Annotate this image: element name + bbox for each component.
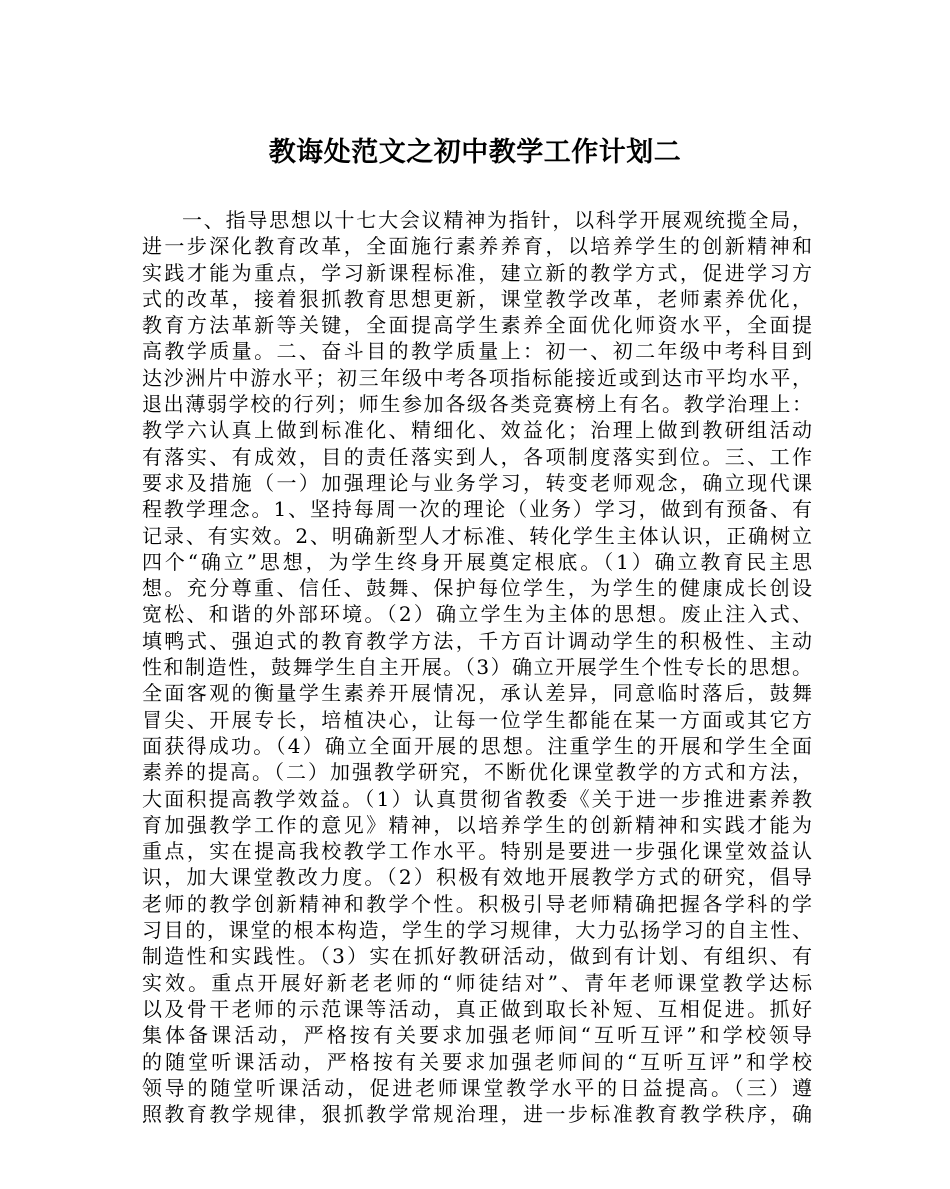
paragraph-line: 制造性和实践性。（3）实在抓好教研活动，做到有计划、有组织、有 xyxy=(142,944,812,969)
paragraph-line: 进一步深化教育改革，全面施行素养养育，以培养学生的创新精神和 xyxy=(142,234,812,259)
paragraph-line: 退出薄弱学校的行列；师生参加各级各类竞赛榜上有名。教学治理上： xyxy=(142,392,812,417)
paragraph-line: 全面客观的衡量学生素养开展情况，承认差异，同意临时落后，鼓舞 xyxy=(142,681,812,706)
paragraph-line: 有落实、有成效，目的责任落实到人，各项制度落实到位。三、工作 xyxy=(142,444,812,469)
paragraph-line: 以及骨干老师的示范课等活动，真正做到取长补短、互相促进。抓好 xyxy=(142,996,812,1021)
paragraph-line: 达沙洲片中游水平；初三年级中考各项指标能接近或到达市平均水平， xyxy=(142,365,812,390)
document-body xyxy=(142,207,812,1127)
paragraph-line: 育加强教学工作的意见》精神，以培养学生的创新精神和实践才能为 xyxy=(142,812,812,837)
paragraph-line: 实践才能为重点，学习新课程标准，建立新的教学方式，促进学习方 xyxy=(142,260,812,285)
paragraph-line: 的随堂听课活动，严格按有关要求加强老师间的“互听互评”和学校 xyxy=(142,1049,812,1074)
paragraph-line: 高教学质量。二、奋斗目的教学质量上：初一、初二年级中考科目到 xyxy=(142,339,812,364)
paragraph-line: 冒尖、开展专长，培植决心，让每一位学生都能在某一方面或其它方 xyxy=(142,707,812,732)
paragraph-line: 程教学理念。1、坚持每周一次的理论（业务）学习，做到有预备、有 xyxy=(142,497,812,522)
paragraph-line: 照教育教学规律，狠抓教学常规治理，进一步标准教育教学秩序，确 xyxy=(142,1102,812,1127)
paragraph-line: 习目的，课堂的根本构造，学生的学习规律，大力弘扬学习的自主性、 xyxy=(142,918,812,943)
paragraph-line: 面获得成功。（4）确立全面开展的思想。注重学生的开展和学生全面 xyxy=(142,733,812,758)
paragraph-line: 一、指导思想以十七大会议精神为指针，以科学开展观统揽全局， xyxy=(182,208,812,232)
paragraph-line: 教学六认真上做到标准化、精细化、效益化；治理上做到教研组活动 xyxy=(142,418,812,443)
paragraph-line: 填鸭式、强迫式的教育教学方法，千方百计调动学生的积极性、主动 xyxy=(142,628,812,653)
paragraph-line: 宽松、和谐的外部环境。（2）确立学生为主体的思想。废止注入式、 xyxy=(142,602,812,627)
paragraph-line: 记录、有实效。2、明确新型人才标准、转化学生主体认识，正确树立 xyxy=(142,523,812,548)
paragraph-line: 领导的随堂听课活动，促进老师课堂教学水平的日益提高。（三）遵 xyxy=(142,1075,812,1100)
page-title: 教诲处范文之初中教学工作计划二 xyxy=(268,137,682,168)
paragraph-line: 想。充分尊重、信任、鼓舞、保护每位学生，为学生的健康成长创设 xyxy=(142,576,812,601)
paragraph-line: 老师的教学创新精神和教学个性。积极引导老师精确把握各学科的学 xyxy=(142,891,812,916)
paragraph-line: 式的改革，接着狠抓教育思想更新，课堂教学改革，老师素养优化， xyxy=(142,286,812,311)
paragraph-line: 实效。重点开展好新老老师的“师徒结对”、青年老师课堂教学达标 xyxy=(142,970,812,995)
paragraph-line: 四个“确立”思想，为学生终身开展奠定根底。（1）确立教育民主思 xyxy=(142,549,812,574)
paragraph-line: 要求及措施（一）加强理论与业务学习，转变老师观念，确立现代课 xyxy=(142,470,812,495)
paragraph-line: 素养的提高。（二）加强教学研究，不断优化课堂教学的方式和方法， xyxy=(142,760,812,785)
paragraph-line: 重点，实在提高我校教学工作水平。特别是要进一步强化课堂效益认 xyxy=(142,839,812,864)
paragraph-line: 教育方法革新等关键，全面提高学生素养全面优化师资水平，全面提 xyxy=(142,313,812,338)
paragraph-line: 性和制造性，鼓舞学生自主开展。（3）确立开展学生个性专长的思想。 xyxy=(142,655,812,680)
paragraph-line: 大面积提高教学效益。（1）认真贯彻省教委《关于进一步推进素养教 xyxy=(142,786,812,811)
paragraph-line: 集体备课活动，严格按有关要求加强老师间“互听互评”和学校领导 xyxy=(142,1023,812,1048)
paragraph-line: 识，加大课堂教改力度。（2）积极有效地开展教学方式的研究，倡导 xyxy=(142,865,812,890)
